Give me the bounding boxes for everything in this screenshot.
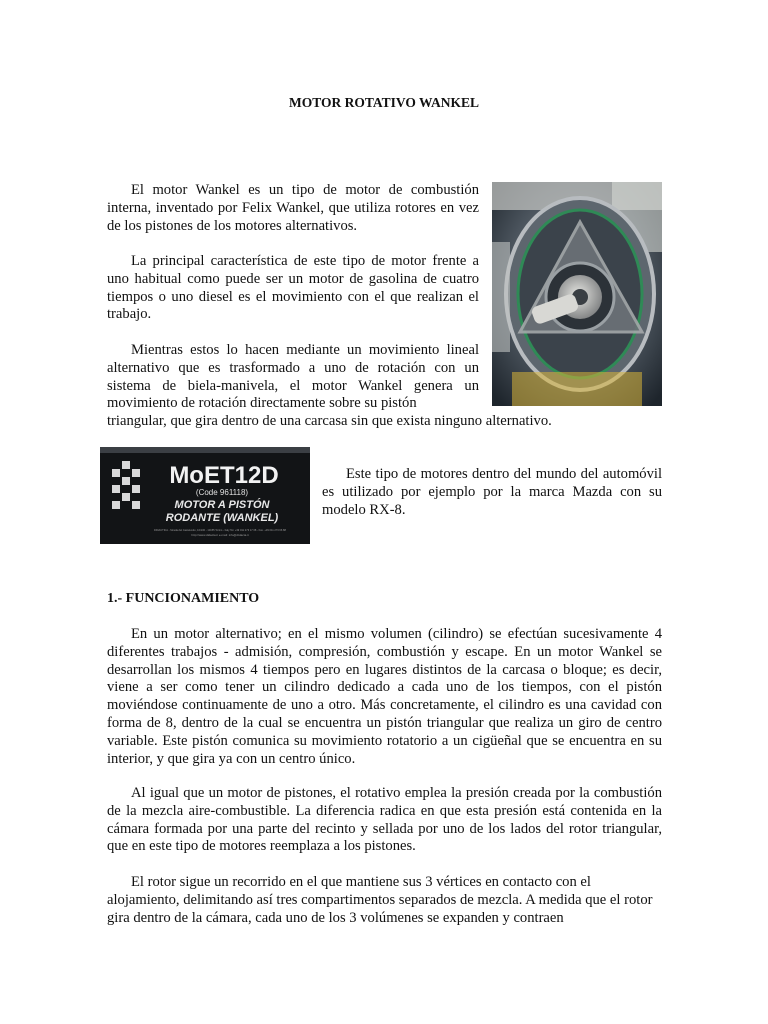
section1-paragraph-3: El rotor sigue un recorrido en el que mantiene sus 3 vértices en contacto con el alojamiento, delimitando así tres compartimentos separados de mezcla. A medida que el rotor gira dentro de la cámara, cada uno de los 3 volúmenes se expanden y contraen: [107, 874, 653, 926]
wankel-engine-photo: [492, 182, 662, 406]
page-title: MOTOR ROTATIVO WANKEL: [288, 95, 479, 110]
label-line-1: MOTOR A PISTÓN: [174, 499, 270, 511]
section-heading-funcionamiento: 1.- FUNCIONAMIENTO: [107, 591, 260, 606]
intro-paragraph-2: La principal característica de este tipo de motor frente a uno habitual como puede ser un motor de gasolina de cuatro tiempos o uno diesel es el movimiento con el que realizan el trabajo.: [107, 253, 479, 323]
wankel-engine-illustration: [492, 182, 662, 406]
intro-paragraph-3-continued: triangular, que gira dentro de una carcasa sin que exista ninguno alternativo.: [107, 413, 552, 429]
intro-paragraph-3: Mientras estos lo hacen mediante un movimiento lineal alternativo que es trasformado a uno de rotación con un sistema de biela-manivela, el motor Wankel genera un movimiento de rotación directamente sobre su pistón: [107, 342, 479, 412]
label-footer-2: http://www.didacta.it e-mail: info@didacta.it: [191, 533, 249, 537]
moet12d-label-graphic: [100, 447, 310, 544]
label-code: (Code 961118): [195, 488, 249, 497]
section1-paragraph-2: Al igual que un motor de pistones, el rotativo emplea la presión creada por la combustión de la mezcla aire-combustible. La diferencia radica en que esta presión está contenida en la cámara formada por una parte del recinto y sellada por uno de los lados del rotor triangular, que en este tipo de motores reemplaza a los pistones.: [107, 785, 662, 855]
section1-paragraph-1: En un motor alternativo; en el mismo volumen (cilindro) se efectúan sucesivamente 4 diferentes trabajos - admisión, compresión, combustión y escape. En un motor Wankel se desarrollan los mismos 4 tiempos pero en lugares distintos de la carcasa o bloque; es decir, viene a ser como tener un cilindro dedicado a cada uno de los tiempos, con el pistón moviéndose continuamente de uno a otro. Más concretamente, el cilindro es una cavidad con forma de 8, dentro de la cual se encuentra un pistón triangular que realiza un giro de centro variable. Este pistón comunica su movimiento rotatorio a un cigüeñal que se encuentra en su interior, y que gira ya con un centro único.: [107, 626, 662, 767]
label-footer: DIDACTICA - Strada del Castelvetto, 10/100 - 10155 Torino - Italy Tel. +39 011 273 17 08 - Fax. +39 011 273 66 88: [154, 529, 286, 532]
label-model: MoET12D: [169, 462, 279, 489]
moet12d-label-image: [100, 447, 310, 544]
intro-paragraph-1: El motor Wankel es un tipo de motor de combustión interna, inventado por Felix Wankel, que utiliza rotores en vez de los pistones de los motores alternativos.: [107, 182, 479, 234]
label-line-2: RODANTE (WANKEL): [165, 512, 279, 524]
intro-paragraph-4: Este tipo de motores dentro del mundo del automóvil es utilizado por ejemplo por la marca Mazda con su modelo RX-8.: [322, 466, 662, 518]
